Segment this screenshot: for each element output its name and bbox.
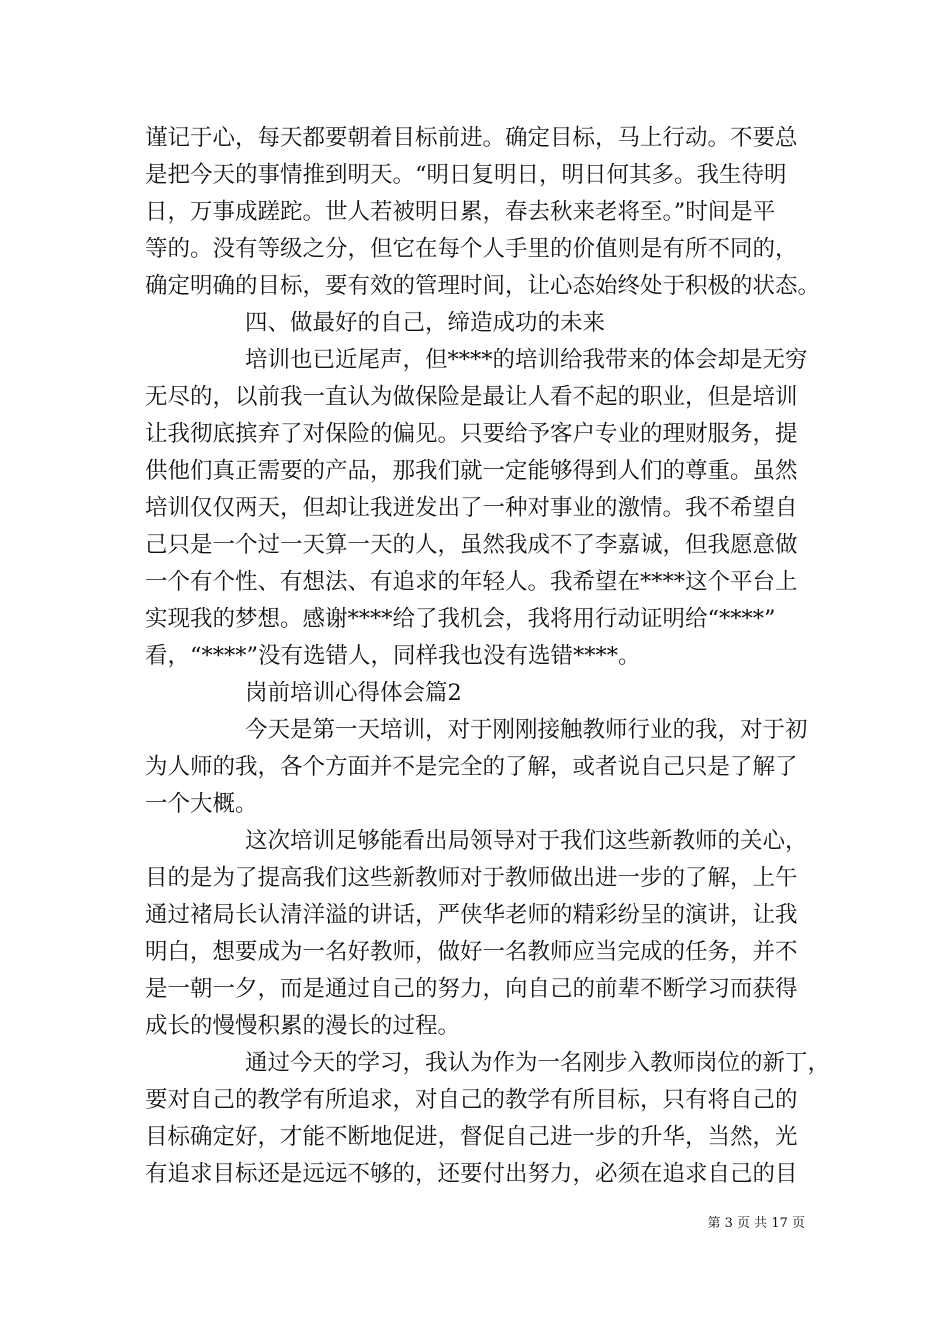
text-line: 目的是为了提高我们这些新教师对于教师做出进一步的了解，上午 bbox=[145, 865, 798, 891]
text-line: 供他们真正需要的产品，那我们就一定能够得到人们的尊重。虽然 bbox=[145, 458, 798, 484]
text-line: 目标确定好，才能不断地促进，督促自己进一步的升华，当然，光 bbox=[145, 1124, 798, 1150]
text-line: 为人师的我，各个方面并不是完全的了解，或者说自己只是了解了 bbox=[145, 754, 798, 780]
text-line: 这次培训足够能看出局领导对于我们这些新教师的关心， bbox=[245, 828, 808, 854]
text-line: 成长的慢慢积累的漫长的过程。 bbox=[145, 1013, 461, 1039]
text-line: 确定明确的目标，要有效的管理时间，让心态始终处于积极的状态。 bbox=[145, 273, 821, 299]
page-number-footer: 第 3 页 共 17 页 bbox=[707, 1216, 805, 1231]
text-line: 有追求目标还是远远不够的，还要付出努力，必须在追求自己的目 bbox=[145, 1161, 798, 1187]
text-line: 实现我的梦想。感谢****给了我机会，我将用行动证明给“****” bbox=[145, 606, 776, 632]
text-line: 日，万事成蹉跎。世人若被明日累，春去秋来老将至。”时间是平 bbox=[145, 199, 776, 225]
text-line: 一个有个性、有想法、有追求的年轻人。我希望在****这个平台上 bbox=[145, 569, 798, 595]
text-line: 无尽的，以前我一直认为做保险是最让人看不起的职业，但是培训 bbox=[145, 384, 798, 410]
text-line: 要对自己的教学有所追求，对自己的教学有所目标，只有将自己的 bbox=[145, 1087, 798, 1113]
text-line: 看，“****”没有选错人，同样我也没有选错****。 bbox=[145, 643, 641, 669]
text-line: 谨记于心，每天都要朝着目标前进。确定目标，马上行动。不要总 bbox=[145, 125, 798, 151]
text-line: 明白，想要成为一名好教师，做好一名教师应当完成的任务，并不 bbox=[145, 939, 798, 965]
text-line: 今天是第一天培训，对于刚刚接触教师行业的我，对于初 bbox=[245, 717, 808, 743]
text-line: 是把今天的事情推到明天。“明日复明日，明日何其多。我生待明 bbox=[145, 162, 787, 188]
text-line: 是一朝一夕，而是通过自己的努力，向自己的前辈不断学习而获得 bbox=[145, 976, 798, 1002]
text-line: 一个大概。 bbox=[145, 791, 258, 817]
text-line: 培训也已近尾声，但****的培训给我带来的体会却是无穷 bbox=[245, 347, 808, 373]
text-line: 通过褚局长认清洋溢的讲话，严侠华老师的精彩纷呈的演讲，让我 bbox=[145, 902, 798, 928]
text-line: 培训仅仅两天，但却让我迸发出了一种对事业的激情。我不希望自 bbox=[145, 495, 798, 521]
text-line: 让我彻底摈弃了对保险的偏见。只要给予客户专业的理财服务，提 bbox=[145, 421, 798, 447]
text-line: 等的。没有等级之分，但它在每个人手里的价值则是有所不同的， bbox=[145, 236, 798, 262]
section-heading: 四、做最好的自己，缔造成功的未来 bbox=[245, 310, 606, 336]
text-line: 通过今天的学习，我认为作为一名刚步入教师岗位的新丁， bbox=[245, 1050, 831, 1076]
text-line: 己只是一个过一天算一天的人，虽然我成不了李嘉诚，但我愿意做 bbox=[145, 532, 798, 558]
article-title: 岗前培训心得体会篇2 bbox=[245, 680, 462, 706]
